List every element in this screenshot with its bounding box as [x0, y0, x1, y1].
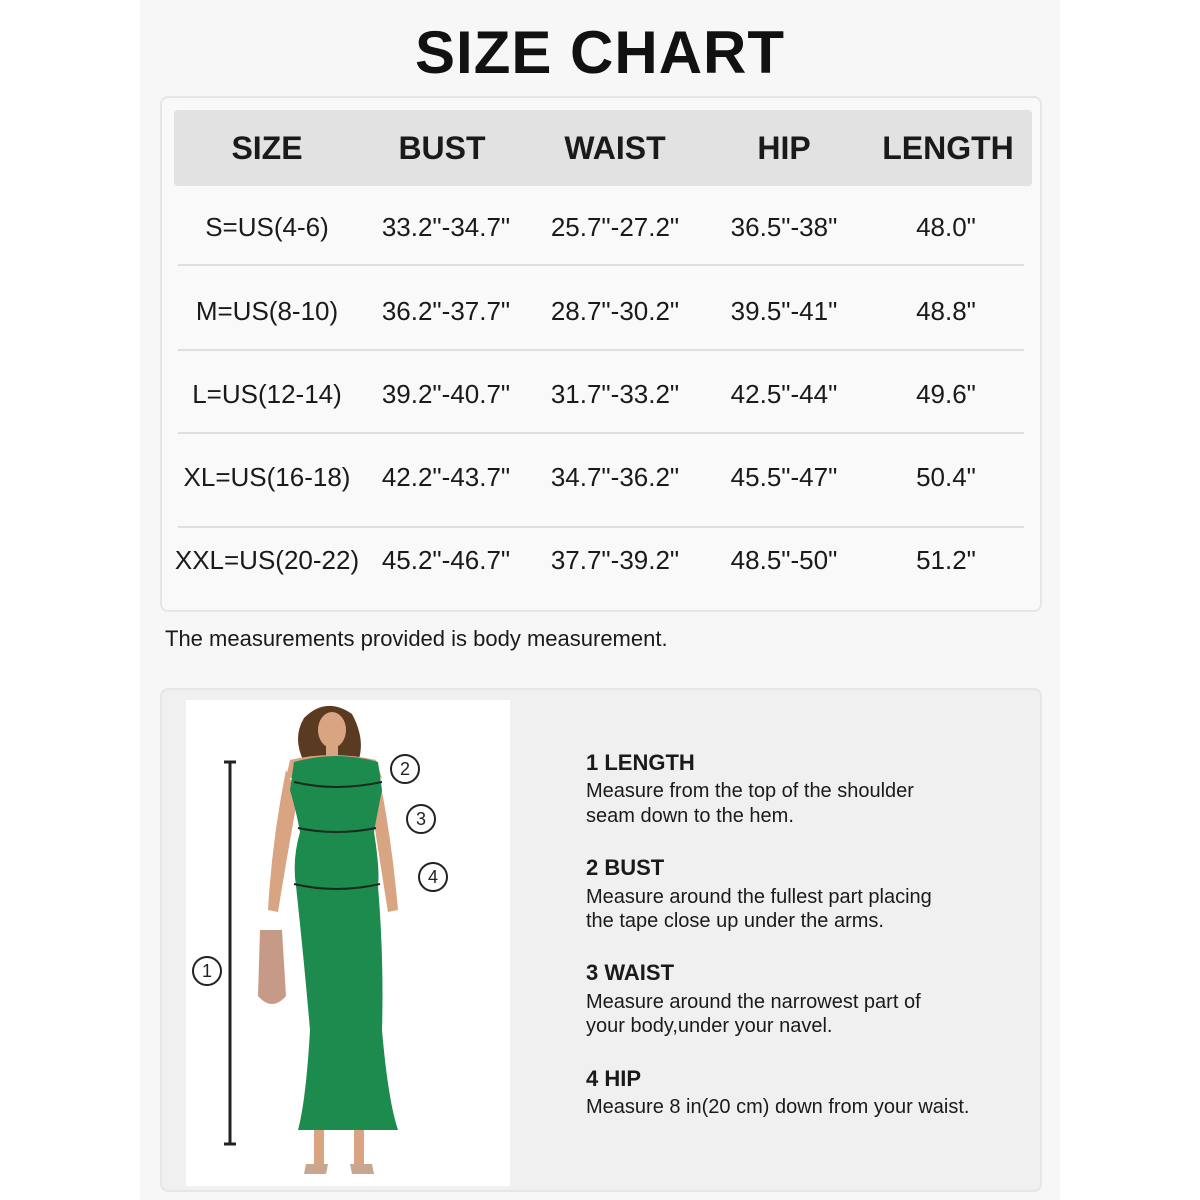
cell-length: 48.0"	[916, 212, 976, 242]
cell-length: 51.2"	[916, 545, 976, 575]
header-bust: BUST	[398, 130, 486, 166]
cell-hip: 36.5"-38"	[730, 212, 838, 242]
cell-waist: 25.7"-27.2"	[550, 212, 680, 242]
header-size: SIZE	[231, 130, 303, 166]
step-title: 1 LENGTH	[586, 750, 695, 775]
cell-waist: 28.7"-30.2"	[550, 296, 680, 326]
cell-bust: 45.2"-46.7"	[381, 545, 511, 575]
step-title: 3 WAIST	[586, 960, 675, 985]
header-hip: HIP	[757, 130, 811, 166]
cell-length: 49.6"	[916, 379, 976, 409]
row-divider	[178, 264, 1024, 266]
handbag-shape	[258, 930, 286, 1004]
cell-length: 50.4"	[916, 462, 976, 492]
page-title: SIZE CHART	[415, 19, 785, 86]
cell-bust: 39.2"-40.7"	[381, 379, 511, 409]
cell-waist: 31.7"-33.2"	[550, 379, 680, 409]
table-header-row	[174, 110, 1032, 186]
header-length: LENGTH	[882, 130, 1014, 166]
marker-waist: 3	[406, 804, 436, 834]
cell-hip: 45.5"-47"	[730, 462, 838, 492]
cell-size: M=US(8-10)	[195, 296, 339, 326]
row-divider	[178, 349, 1024, 351]
row-divider	[178, 526, 1024, 528]
cell-size: XL=US(16-18)	[183, 462, 351, 492]
step-line: the tape close up under the arms.	[586, 910, 884, 932]
cell-hip: 48.5"-50"	[730, 545, 838, 575]
cell-waist: 34.7"-36.2"	[550, 462, 680, 492]
model-figure	[186, 700, 510, 1186]
step-line: Measure around the fullest part placing	[586, 886, 932, 908]
row-divider	[178, 432, 1024, 434]
step-line: your body,under your navel.	[586, 1015, 833, 1037]
cell-length: 48.8"	[916, 296, 976, 326]
step-line: seam down to the hem.	[586, 805, 794, 827]
step-title: 4 HIP	[586, 1066, 642, 1091]
measurement-note: The measurements provided is body measurement.	[165, 626, 668, 651]
marker-length: 1	[192, 956, 222, 986]
step-line: Measure from the top of the shoulder	[586, 780, 914, 802]
step-title: 2 BUST	[586, 855, 665, 880]
step-line: Measure 8 in(20 cm) down from your waist.	[586, 1096, 970, 1118]
marker-hip: 4	[418, 862, 448, 892]
cell-hip: 39.5"-41"	[730, 296, 838, 326]
model-illustration	[186, 700, 510, 1186]
cell-hip: 42.5"-44"	[730, 379, 838, 409]
cell-size: XXL=US(20-22)	[174, 545, 360, 575]
cell-size: L=US(12-14)	[192, 379, 342, 409]
cell-bust: 42.2"-43.7"	[381, 462, 511, 492]
cell-waist: 37.7"-39.2"	[550, 545, 680, 575]
marker-bust: 2	[390, 754, 420, 784]
cell-bust: 36.2"-37.7"	[381, 296, 511, 326]
cell-size: S=US(4-6)	[205, 212, 329, 242]
header-waist: WAIST	[564, 130, 666, 166]
cell-bust: 33.2"-34.7"	[381, 212, 511, 242]
step-line: Measure around the narrowest part of	[586, 991, 921, 1013]
size-table	[160, 96, 1042, 612]
